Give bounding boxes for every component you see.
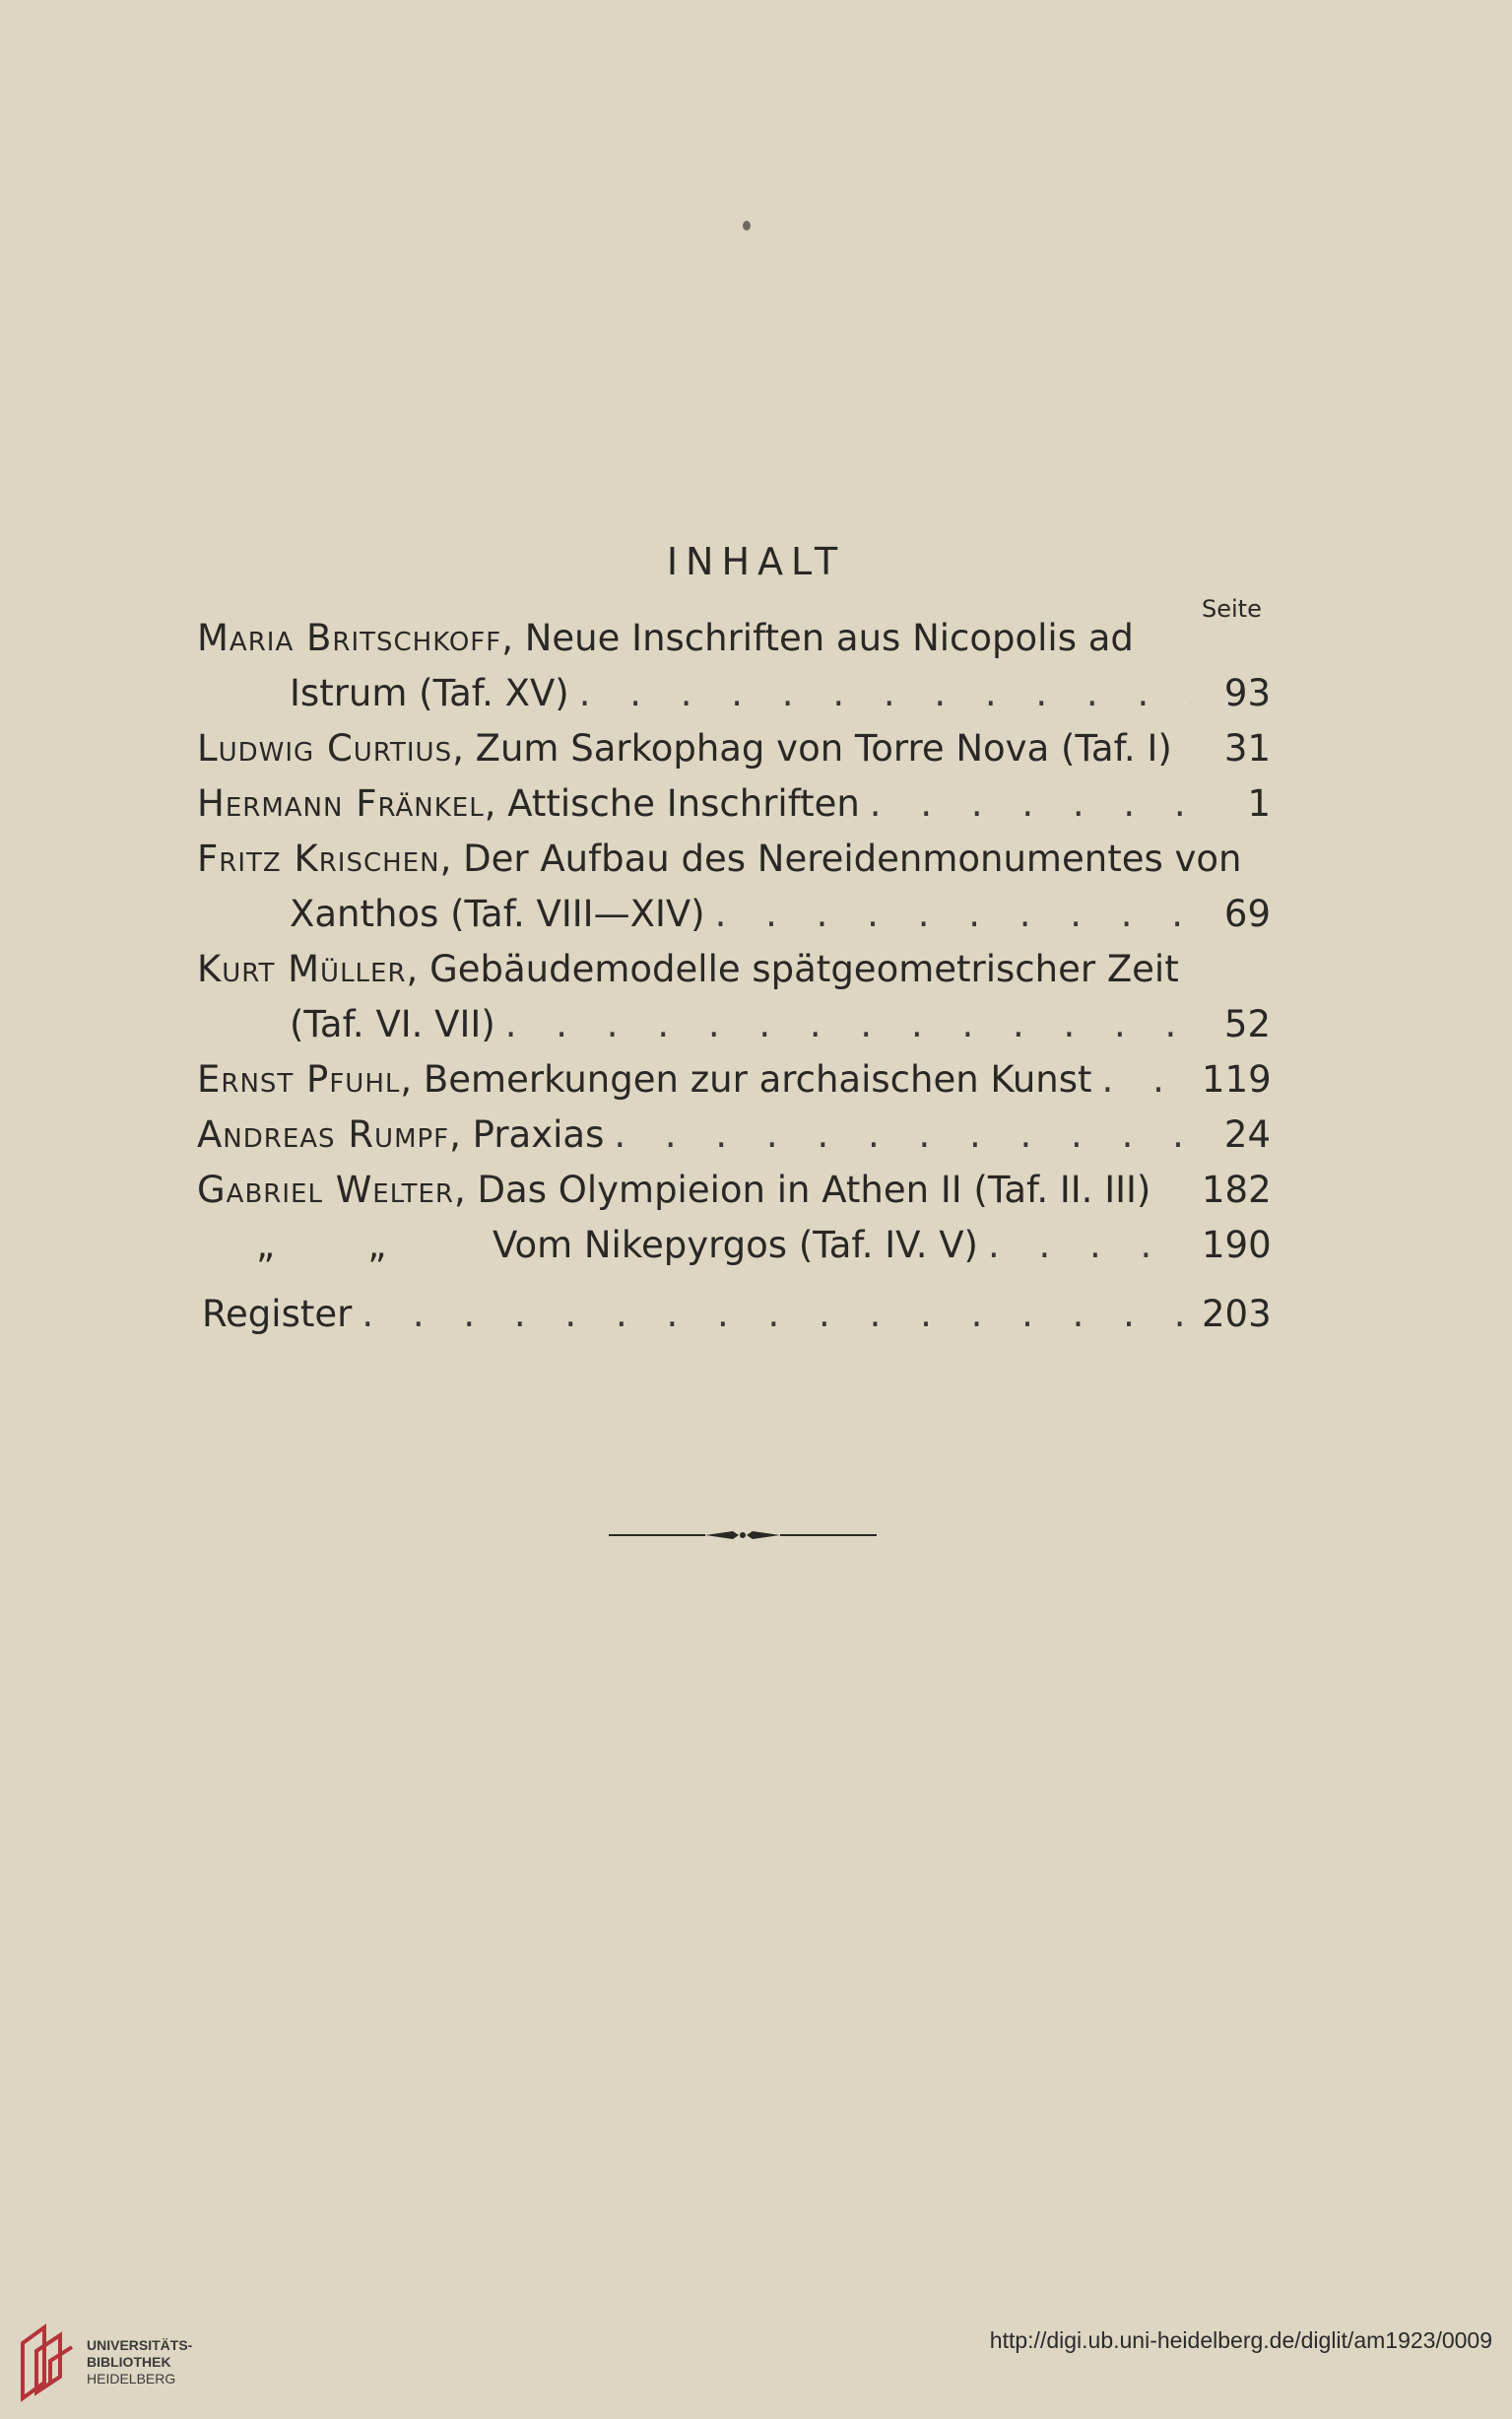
entry-title: Vom Nikepyrgos (Taf. IV. V) [493, 1224, 978, 1266]
register-label: Register [202, 1293, 353, 1335]
entry-title: Attische Inschriften [507, 782, 860, 825]
library-logo-icon [15, 2321, 79, 2402]
entry-page-number: 119 [1202, 1058, 1272, 1101]
entry-title: Gebäudemodelle spätgeometrischer Zeit [429, 948, 1179, 990]
toc-entry: Gabriel Welter , Das Olympieion in Athen II (Taf. II. III) 182 [197, 1163, 1271, 1218]
leader-dots [988, 1218, 1192, 1273]
entry-page-number: 190 [1202, 1224, 1272, 1266]
toc-entry: Kurt Müller , Gebäudemodelle spätgeometrischer Zeit (Taf. VI. VII) . . . 52 [197, 942, 1271, 1052]
entry-title: Praxias [472, 1113, 605, 1156]
ornament-divider [609, 1525, 877, 1545]
page-title: INHALT [666, 540, 846, 583]
source-url[interactable]: http://digi.ub.uni-heidelberg.de/diglit/am1923/0009 [989, 2327, 1492, 2353]
leader-dots [362, 1293, 1192, 1335]
library-name-line: HEIDELBERG [87, 2371, 176, 2386]
leader-dots [505, 997, 1192, 1052]
toc-entry: Ludwig Curtius , Zum Sarkophag von Torre Nova (Taf. I) 31 [197, 721, 1271, 776]
toc-entry: Andreas Rumpf , Praxias . . . 24 [197, 1108, 1271, 1163]
entry-author: Kurt Müller [197, 948, 407, 990]
ditto-marks: „ „ [256, 1224, 387, 1266]
entry-page-number: 182 [1202, 1169, 1272, 1211]
entry-title: (Taf. VI. VII) [290, 1003, 495, 1045]
entry-page-number: 52 [1223, 1003, 1271, 1045]
table-of-contents [197, 611, 1271, 1273]
library-name-line: UNIVERSITÄTS- [87, 2337, 193, 2353]
entry-author: Maria Britschkoff [197, 617, 502, 659]
entry-title: Neue Inschriften aus Nicopolis ad [524, 617, 1134, 659]
entry-author: Ernst Pfuhl [197, 1058, 401, 1101]
entry-page-number: 1 [1247, 782, 1271, 825]
library-name-line: BIBLIOTHEK [87, 2354, 171, 2370]
entry-page-number: 93 [1223, 672, 1271, 714]
entry-page-number: 69 [1223, 893, 1271, 935]
entry-author: Fritz Krischen [197, 838, 440, 880]
leader-dots [870, 776, 1192, 832]
toc-entry: Hermann Fränkel , Attische Inschriften . . . 1 [197, 776, 1271, 832]
register-entry [202, 1293, 1271, 1335]
entry-author: Hermann Fränkel [197, 782, 485, 825]
entry-title: Istrum (Taf. XV) [290, 672, 569, 714]
toc-entry: Ernst Pfuhl , Bemerkungen zur archaischen Kunst . . . 119 [197, 1052, 1271, 1108]
entry-title: Der Aufbau des Nereidenmonumentes von [463, 838, 1242, 880]
entry-page-number: 24 [1223, 1113, 1271, 1156]
leader-dots [579, 666, 1192, 721]
entry-author: Andreas Rumpf [197, 1113, 450, 1156]
leader-dots [614, 1108, 1192, 1163]
entry-author: Gabriel Welter [197, 1169, 454, 1211]
entry-title: Xanthos (Taf. VIII—XIV) [290, 893, 705, 935]
toc-entry [197, 1218, 1271, 1273]
leader-dots [715, 887, 1192, 942]
leader-dots [1102, 1052, 1192, 1108]
page-column-label: Seite [1202, 595, 1262, 623]
toc-entry: Fritz Krischen , Der Aufbau des Nereidenmonumentes von Xanthos (Taf. VIII—XIV) . . . 69 [197, 832, 1271, 942]
entry-title: Zum Sarkophag von Torre Nova (Taf. I) [475, 727, 1172, 770]
register-page-number: 203 [1202, 1293, 1272, 1335]
entry-author: Ludwig Curtius [197, 727, 453, 770]
entry-page-number: 31 [1223, 727, 1271, 770]
toc-entry: Maria Britschkoff , Neue Inschriften aus Nicopolis ad Istrum (Taf. XV) . . . 93 [197, 611, 1271, 721]
library-name [87, 2337, 192, 2387]
entry-title: Bemerkungen zur archaischen Kunst [423, 1058, 1092, 1101]
entry-title: Das Olympieion in Athen II (Taf. II. III) [477, 1169, 1151, 1211]
ink-speck [743, 221, 751, 231]
